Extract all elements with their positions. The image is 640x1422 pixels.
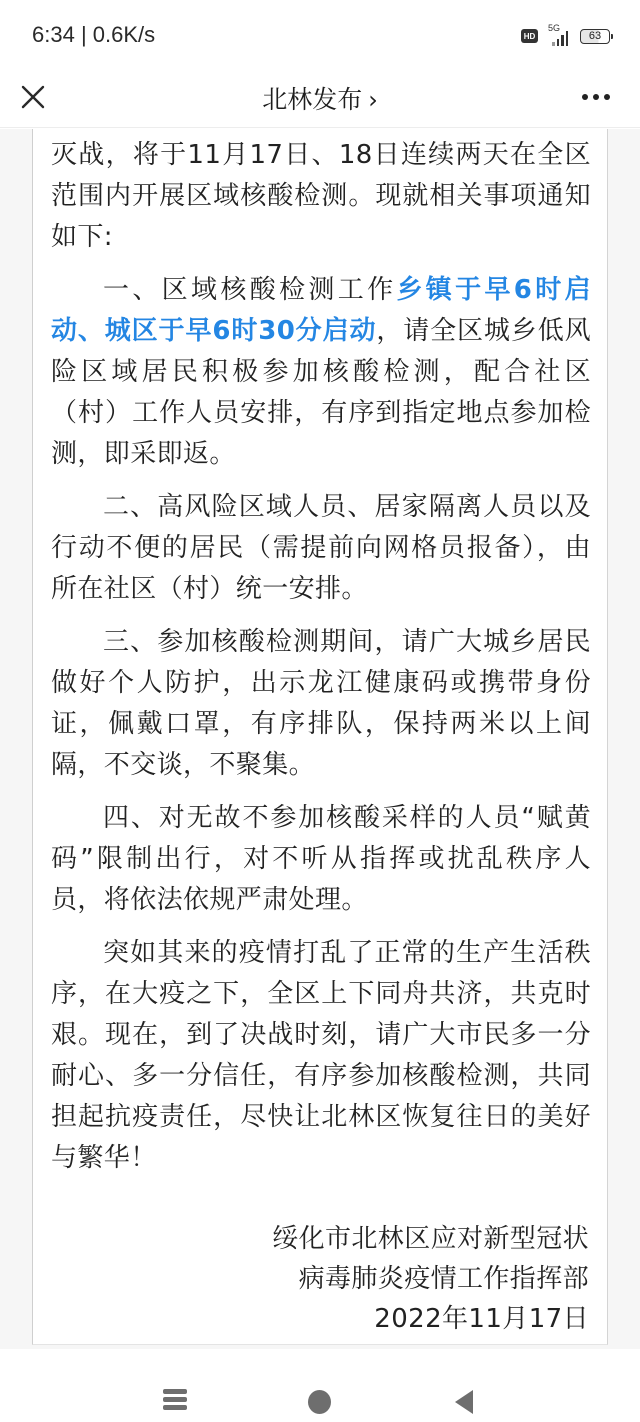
article-page[interactable] (0, 129, 640, 1349)
article-body (51, 135, 591, 1191)
battery-level: 63 (588, 30, 602, 42)
chevron-right-icon: › (368, 86, 378, 114)
paragraph-2: 二、高风险区域人员、居家隔离人员以及行动不便的居民（需提前向网格员报备），由所在社区（村）统一安排。 (51, 492, 591, 604)
menu-icon[interactable] (163, 1389, 187, 1410)
status-icons (521, 23, 610, 46)
more-icon-dot (582, 94, 588, 100)
system-nav-bar (0, 1349, 640, 1422)
battery-icon (580, 29, 610, 44)
nav-bar (0, 70, 640, 128)
account-title-link[interactable] (0, 80, 640, 116)
signature-org-line-2: 病毒肺炎疫情工作指挥部 (298, 1264, 589, 1294)
more-icon-dot (593, 94, 599, 100)
paragraph-text: 一、区域核酸检测工作 (103, 275, 397, 305)
article-frame (32, 129, 608, 1345)
status-bar (0, 0, 640, 70)
paragraph-4: 四、对无故不参加核酸采样的人员“赋黄码”限制出行，对不听从指挥或扰乱秩序人员，将依法依规严肃处理。 (51, 803, 591, 915)
network-type: 5G (548, 23, 561, 33)
highlight-separator: 、 (77, 316, 105, 346)
hd-icon: HD (521, 29, 538, 43)
network-speed: 0.6K/s (92, 22, 156, 47)
back-icon[interactable] (455, 1390, 473, 1414)
paragraph-3: 三、参加核酸检测期间，请广大城乡居民做好个人防护，出示龙江健康码或携带身份证，佩戴口罩，有序排队，保持两米以上间隔，不交谈，不聚集。 (51, 627, 591, 780)
signal-bars (552, 31, 568, 46)
more-icon-dot (604, 94, 610, 100)
status-time (32, 22, 155, 48)
highlight-township-time: 乡镇于早6时启动 (51, 275, 591, 346)
signature-org-line-1: 绥化市北林区应对新型冠状 (272, 1224, 589, 1254)
signature (272, 1219, 589, 1339)
signal-icon (546, 23, 572, 46)
paragraph-closing: 突如其来的疫情打乱了正常的生产生活秩序，在大疫之下，全区上下同舟共济，共克时艰。现在，到了决战时刻，请广大市民多一分耐心、多一分信任，有序参加核酸检测，共同担起抗疫责任，尽快让北林区恢复往日的美好与繁华！ (51, 938, 591, 1173)
separator: | (80, 22, 93, 47)
paragraph-intro: 灭战，将于11月17日、18日连续两天在全区范围内开展区域核酸检测。现就相关事项通知如下: (51, 140, 591, 252)
paragraph-text: ，请全区城乡低风险区域居民积极参加核酸检测，配合社区（村）工作人员安排，有序到指定地点参加检测，即采即返。 (51, 316, 591, 469)
paragraph-1 (51, 270, 591, 475)
signature-date: 2022年11月17日 (374, 1304, 589, 1334)
more-button[interactable] (582, 94, 610, 100)
highlight-urban-time: 城区于早6时30分启动 (104, 316, 377, 346)
page-title: 北林发布 (262, 85, 363, 114)
home-icon[interactable] (308, 1390, 331, 1414)
clock: 6:34 (32, 22, 75, 47)
